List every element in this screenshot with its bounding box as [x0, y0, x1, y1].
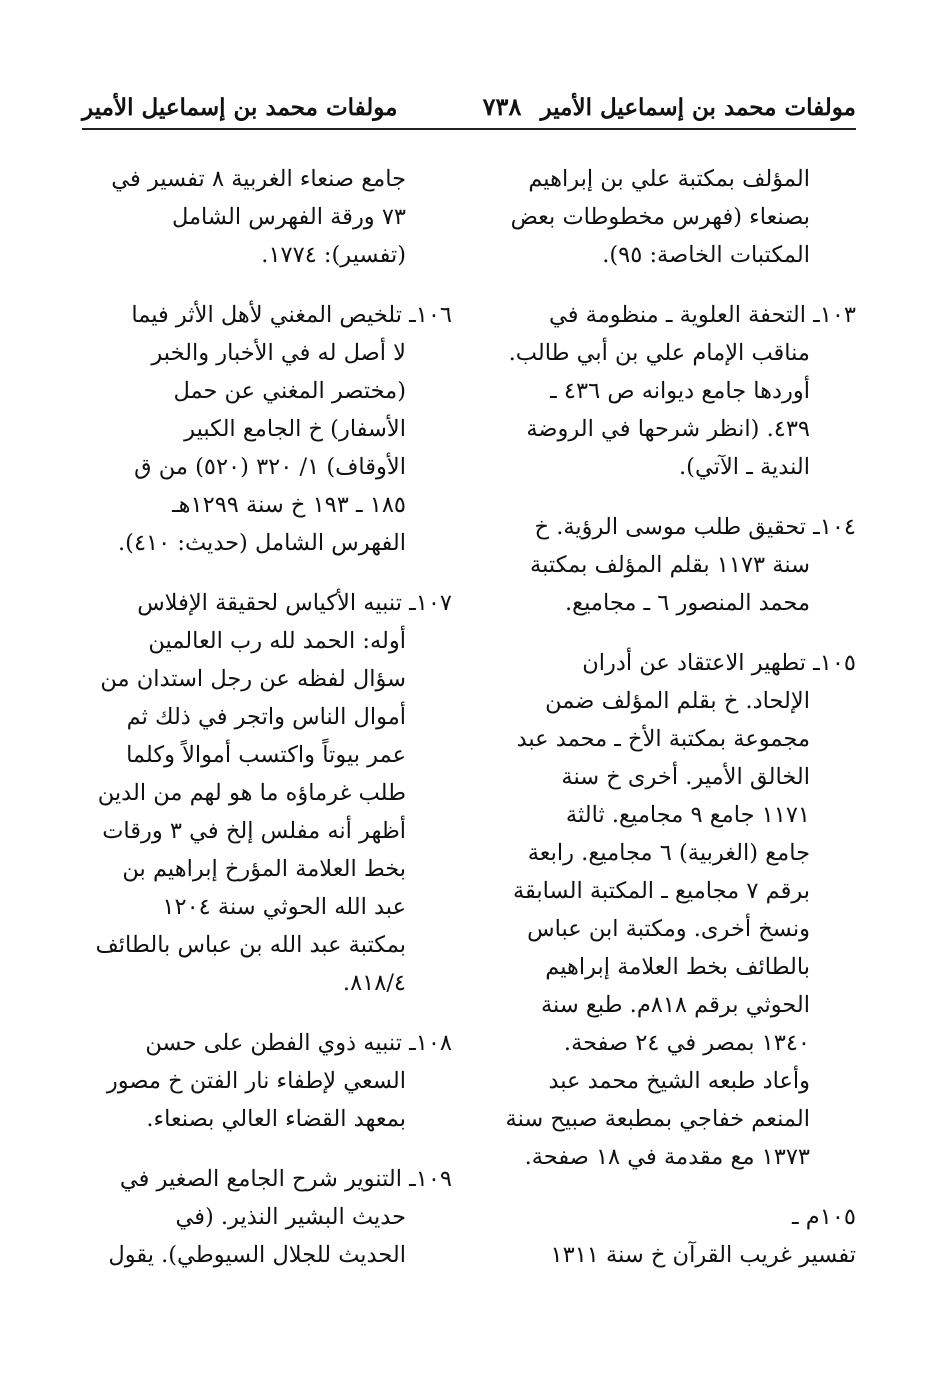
text-line: المنعم خفاجي بمطبعة صبيح سنة	[505, 1106, 810, 1132]
text-line: الندية ـ الآتي).	[679, 454, 810, 480]
running-title-right: مولفات محمد بن إسماعيل الأمير	[540, 94, 856, 121]
entry-title-line: ١٠٣ـ التحفة العلوية ـ منظومة في	[549, 302, 856, 328]
entry-continuation	[491, 160, 856, 274]
entry-title-line: ١٠٨ـ تنبيه ذوي الفطن على حسن	[145, 1030, 452, 1056]
text-line: الإلحاد. خ بقلم المؤلف ضمن	[545, 688, 810, 714]
text-line: طلب غرماؤه ما هو لهم من الدين	[97, 780, 406, 806]
text-line: جامع (الغربية) ٦ مجاميع. رابعة	[527, 840, 810, 866]
entry-title-line: ١٠٥ـ تطهير الاعتقاد عن أدران	[582, 650, 856, 676]
text-line: محمد المنصور ٦ ـ مجاميع.	[565, 590, 810, 616]
entry-title-line: ١٠٦ـ تلخيص المغني لأهل الأثر فيما	[131, 302, 452, 328]
entry-title-line: ١٠٤ـ تحقيق طلب موسى الرؤية. خ	[534, 514, 856, 540]
entry-106	[82, 296, 452, 562]
entry-title-line: ١٠٧ـ تنبيه الأكياس لحقيقة الإفلاس	[137, 590, 452, 616]
text-line: أظهر أنه مفلس إلخ في ٣ ورقات	[102, 818, 406, 844]
text-line: لا أصل له في الأخبار والخبر	[151, 340, 406, 366]
entry-continuation	[82, 160, 452, 274]
entry-107	[82, 584, 452, 1002]
text-line: (تفسير): ١٧٧٤.	[261, 242, 406, 268]
entry-103	[491, 296, 856, 486]
entry-104	[491, 508, 856, 622]
text-line: ٨١٨/٤.	[342, 970, 406, 996]
entry-109	[82, 1160, 452, 1274]
running-header	[82, 88, 856, 130]
text-line: ٧٣ ورقة الفهرس الشامل	[171, 204, 406, 230]
text-line: الخالق الأمير. أخرى خ سنة	[561, 764, 810, 790]
text-line: بمعهد القضاء العالي بصنعاء.	[146, 1106, 406, 1132]
text-line: الحوثي برقم ٨١٨م. طبع سنة	[540, 992, 810, 1018]
text-line: (مختصر المغني عن حمل	[173, 378, 406, 404]
text-line: برقم ٧ مجاميع ـ المكتبة السابقة	[512, 878, 810, 904]
text-line: السعي لإطفاء نار الفتن خ مصور	[106, 1068, 406, 1094]
text-line: ١٣٧٣ مع مقدمة في ١٨ صفحة.	[524, 1144, 810, 1170]
text-line: عبد الله الحوثي سنة ١٢٠٤	[162, 894, 406, 920]
text-line: ١٨٥ ـ ١٩٣ خ سنة ١٢٩٩هـ	[172, 492, 406, 518]
entry-105	[491, 644, 856, 1176]
running-title-left: مولفات محمد بن إسماعيل الأمير	[82, 94, 398, 121]
text-line: عمر بيوتاً واكتسب أموالاً وكلما	[126, 742, 406, 768]
text-line: وأعاد طبعه الشيخ محمد عبد	[548, 1068, 810, 1094]
entry-108	[82, 1024, 452, 1138]
text-line: ١٣٤٠ بمصر في ٢٤ صفحة.	[563, 1030, 810, 1056]
text-line: بصنعاء (فهرس مخطوطات بعض	[510, 204, 810, 230]
text-line: مناقب الإمام علي بن أبي طالب.	[508, 340, 810, 366]
text-line: بمكتبة عبد الله بن عباس بالطائف	[95, 932, 406, 958]
text-line: سؤال لفظه عن رجل استدان من	[100, 666, 406, 692]
text-line: بالطائف بخط العلامة إبراهيم	[545, 954, 810, 980]
text-line: بخط العلامة المؤرخ إبراهيم بن	[122, 856, 406, 882]
entry-title-line: ١٠٥م ـ	[792, 1204, 856, 1230]
text-line: أوردها جامع ديوانه ص ٤٣٦ ـ	[550, 378, 810, 404]
text-line: حديث البشير النذير. (في	[175, 1204, 406, 1230]
text-line: أموال الناس واتجر في ذلك ثم	[126, 704, 406, 730]
text-line: ونسخ أخرى. ومكتبة ابن عباس	[527, 916, 810, 942]
left-column	[82, 160, 452, 1274]
text-line: الفهرس الشامل (حديث: ٤١٠).	[118, 530, 406, 556]
text-line: الحديث للجلال السيوطي). يقول	[108, 1242, 406, 1268]
text-line: المكتبات الخاصة: ٩٥).	[602, 242, 810, 268]
page-number: ٧٣٨	[482, 92, 522, 121]
text-line: جامع صنعاء الغربية ٨ تفسير في	[111, 166, 406, 192]
text-line: المؤلف بمكتبة علي بن إبراهيم	[528, 166, 810, 192]
text-line: تفسير غريب القرآن خ سنة ١٣١١	[550, 1242, 856, 1268]
text-line: مجموعة بمكتبة الأخ ـ محمد عبد	[516, 726, 810, 752]
right-column	[491, 160, 856, 1274]
text-line: سنة ١١٧٣ بقلم المؤلف بمكتبة	[530, 552, 810, 578]
text-line: الأسفار) خ الجامع الكبير	[184, 416, 406, 442]
text-line: أوله: الحمد لله رب العالمين	[148, 628, 406, 654]
text-line: ٤٣٩. (انظر شرحها في الروضة	[526, 416, 810, 442]
text-line: ١١٧١ جامع ٩ مجاميع. ثالثة	[565, 802, 810, 828]
text-line: الأوقاف) ١/ ٣٢٠ (٥٢٠) من ق	[134, 454, 406, 480]
entry-title-line: ١٠٩ـ التنوير شرح الجامع الصغير في	[119, 1166, 452, 1192]
entry-105m	[491, 1198, 856, 1274]
